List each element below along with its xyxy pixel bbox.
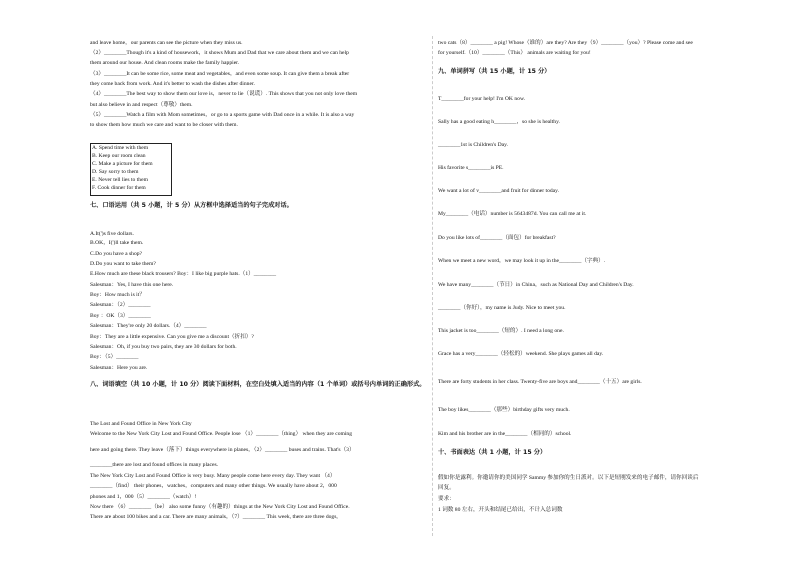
spelling-item: Do you like lots of________（面包）for breakfast? [438, 235, 556, 241]
dialogue-option: C.Do you have a shop? [90, 251, 143, 257]
options-box [90, 143, 172, 196]
dialogue-option: D.Do you want to take them? [90, 261, 156, 267]
passage-line: to show them how much we care and want to be closer with them. [90, 122, 238, 128]
dialogue-line: Salesman：Here you are. [90, 365, 148, 371]
passage-line: （4）________The best way to show them our love is，never to lie（说谎）. This shows that you not only love them [90, 91, 358, 97]
dialogue-line: Salesman：（2）________ [90, 302, 151, 308]
passage-line: Welcome to the New York City Lost and Found Office. People lose （1）________（thing） when they are coming [90, 431, 353, 437]
passage-line: two cats（8）________ a pig! Whose（谁的）are they? Are they（9）________（you）? Please come and see [438, 40, 693, 46]
dialogue-option: B.OK，I(')ll take them. [90, 240, 144, 246]
passage-line: phones and 1，000（5）________（watch）! [90, 494, 197, 500]
option-item: F. Cook dinner for them [92, 185, 146, 191]
dialogue-line: Boy：（5）________ [90, 354, 139, 360]
spelling-item: My________（电话）number is 5643487d. You can call me at it. [438, 211, 587, 217]
writing-prompt: 回复。 [438, 485, 455, 491]
spelling-item: Kim and his brother are in the________（相同的）school. [438, 431, 572, 437]
passage-line: here and going there. They leave（落下）things everywhere in planes，（2）________ buses and trains. That's（3） [90, 447, 355, 453]
writing-prompt: 要求： [438, 496, 455, 502]
dialogue-line: E.How much are these black trousers? Boy：I like big purple hats.（1）________ [90, 271, 277, 277]
section-9-title: 九、单词拼写（共 15 小题，计 15 分） [438, 68, 551, 75]
passage-line: Now there （6）________（be） also some funny（有趣的）things at the New York City Lost and Found Office. [90, 504, 350, 510]
passage-line: for yourself.（10）________（This） animals are waiting for you! [438, 50, 591, 56]
dialogue-line: Salesman：They're only 20 dollars.（4）________ [90, 323, 207, 329]
spelling-item: ________1st is Children's Day. [438, 142, 508, 148]
passage-line: ________（find） their phones，watches，computers and many other things. We usually have about 2，000 [90, 483, 337, 489]
section-10-title: 十、书面表达（共 1 小题，计 15 分） [438, 449, 547, 456]
dialogue-line: Boy：They are a little expensive. Can you give me a discount（折扣）? [90, 334, 254, 340]
passage-line: ________there are lost and found offices in many places. [90, 462, 219, 468]
passage-line: （5）________Watch a film with Mom sometimes，or go to a sports game with Dad once in a while. It is also a way [90, 112, 355, 118]
dialogue-line: Salesman：Yes, I have this one here. [90, 282, 174, 288]
spelling-item: Grace has a very________（轻松的）weekend. She plays games all day. [438, 351, 604, 357]
spelling-item: T________for your help! I'm OK now. [438, 96, 526, 102]
option-item: C. Make a picture for them [92, 161, 153, 167]
passage-line: There are about 100 bikes and a car. There are many animals，（7）________ This week, there are three dogs, [90, 514, 338, 520]
passage-line: The New York City Lost and Found Office is very busy. Many people come here every day. They want （4） [90, 473, 336, 479]
column-divider [432, 36, 433, 536]
passage-line: but also believe in and respect（尊敬）them. [90, 102, 193, 108]
section-7-title: 七、口语运用（共 5 小题，计 5 分）从方框中选择适当的句子完成对话。 [90, 202, 293, 209]
dialogue-line: Boy ：OK（3）________ [90, 313, 151, 319]
spelling-item: The boy likes________（那些）birthday gifts very much. [438, 407, 570, 413]
writing-prompt: 1 词数 80 左右，开头和结尾已给出，不计入总词数 [438, 507, 563, 513]
dialogue-line: Salesman：Oh, if you buy two pairs, they are 30 dollars for both. [90, 344, 237, 350]
option-item: D. Say sorry to them [92, 169, 139, 175]
passage-line: them around our house. And clean rooms make the family happier. [90, 60, 240, 66]
passage-line: they come back from work. And it's better to wash the dishes after dinner. [90, 81, 255, 87]
spelling-item: We want a lot of v________and fruit for dinner today. [438, 188, 559, 194]
dialogue-line: Boy：How much is it？ [90, 292, 145, 298]
passage-line: （3）________It can be some rice, some meat and vegetables，and even some soup. It can give them a break after [90, 71, 350, 77]
writing-prompt: 假如你是露利。你邀请你的美国同学 Sammy 参加你的生日派对。以下是短刚发来的电子邮件，请你回谈后 [438, 475, 699, 481]
option-item: A. Spend time with them [92, 145, 149, 151]
spelling-item: Sally has a good eating h________，so she is healthy. [438, 119, 560, 125]
passage-title: The Lost and Found Office in New York City [90, 421, 192, 427]
passage-line: and leave home，our parents can see the picture when they miss us. [90, 40, 243, 46]
spelling-item: There are forty students in her class. Twenty-five are boys and________（十五）are girls. [438, 379, 642, 385]
option-item: B. Keep our room clean [92, 153, 146, 159]
spelling-item: ________（你好），my name is Judy. Nice to meet you. [438, 305, 566, 311]
option-item: E. Never tell lies to them [92, 177, 148, 183]
section-8-title: 八、词语填空（共 10 小题，计 10 分）阅读下面材料，在空白处填入适当的内容（1 个单词）或括号内单词的正确形式。 [90, 381, 426, 388]
spelling-item: We have many________（节日）in China，such as National Day and Children's Day. [438, 282, 634, 288]
spelling-item: This jacket is too________（短的）. I need a long one. [438, 328, 564, 334]
passage-line: （2）________Though it's a kind of housework，it shows Mum and Dad that we care about them and we can help [90, 50, 349, 56]
spelling-item: When we meet a new word，we may look it up in the________（字典）. [438, 258, 606, 264]
dialogue-option: A.It(')s five dollars. [90, 231, 134, 237]
spelling-item: His favorite s________is PE. [438, 165, 504, 171]
